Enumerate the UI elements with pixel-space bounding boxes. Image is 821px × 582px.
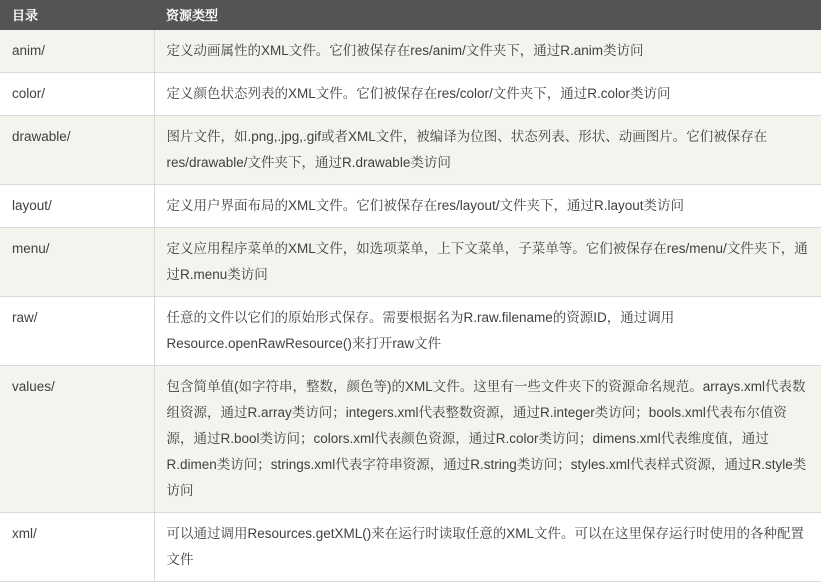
resource-type-cell: 可以通过调用Resources.getXML()来在运行时读取任意的XML文件。可以在这里保存运行时使用的各种配置文件	[154, 513, 821, 582]
table-row	[0, 513, 821, 582]
header-row	[0, 0, 821, 30]
directory-cell: menu/	[0, 228, 154, 297]
resource-type-cell: 定义动画属性的XML文件。它们被保存在res/anim/文件夹下，通过R.anim类访问	[154, 30, 821, 73]
table-body	[0, 30, 821, 582]
table-row	[0, 73, 821, 116]
table-header	[0, 0, 821, 30]
table-row	[0, 116, 821, 185]
table-row	[0, 366, 821, 513]
table-row	[0, 30, 821, 73]
resource-type-cell: 包含简单值(如字符串，整数，颜色等)的XML文件。这里有一些文件夹下的资源命名规范。arrays.xml代表数组资源，通过R.array类访问；integers.xml代表整数资源，通过R.integer类访问；bools.xml代表布尔值资源，通过R.bool类访问；colors.xml代表颜色资源，通过R.color类访问；dimens.xml代表维度值，通过R.dimen类访问；strings.xml代表字符串资源，通过R.string类访问；styles.xml代表样式资源，通过R.style类访问	[154, 366, 821, 513]
table-row	[0, 185, 821, 228]
resource-type-cell: 定义应用程序菜单的XML文件，如选项菜单，上下文菜单，子菜单等。它们被保存在res/menu/文件夹下，通过R.menu类访问	[154, 228, 821, 297]
table-row	[0, 297, 821, 366]
directory-cell: anim/	[0, 30, 154, 73]
resource-type-cell: 定义用户界面布局的XML文件。它们被保存在res/layout/文件夹下，通过R.layout类访问	[154, 185, 821, 228]
directory-cell: color/	[0, 73, 154, 116]
resource-type-cell: 任意的文件以它们的原始形式保存。需要根据名为R.raw.filename的资源ID，通过调用Resource.openRawResource()来打开raw文件	[154, 297, 821, 366]
directory-cell: raw/	[0, 297, 154, 366]
table-row	[0, 228, 821, 297]
directory-cell: xml/	[0, 513, 154, 582]
directory-cell: layout/	[0, 185, 154, 228]
column-header-resource-type: 资源类型	[154, 0, 821, 30]
resource-type-cell: 定义颜色状态列表的XML文件。它们被保存在res/color/文件夹下，通过R.color类访问	[154, 73, 821, 116]
directory-cell: values/	[0, 366, 154, 513]
directory-cell: drawable/	[0, 116, 154, 185]
column-header-directory: 目录	[0, 0, 154, 30]
resource-type-cell: 图片文件，如.png,.jpg,.gif或者XML文件，被编译为位图、状态列表、形状、动画图片。它们被保存在res/drawable/文件夹下，通过R.drawable类访问	[154, 116, 821, 185]
